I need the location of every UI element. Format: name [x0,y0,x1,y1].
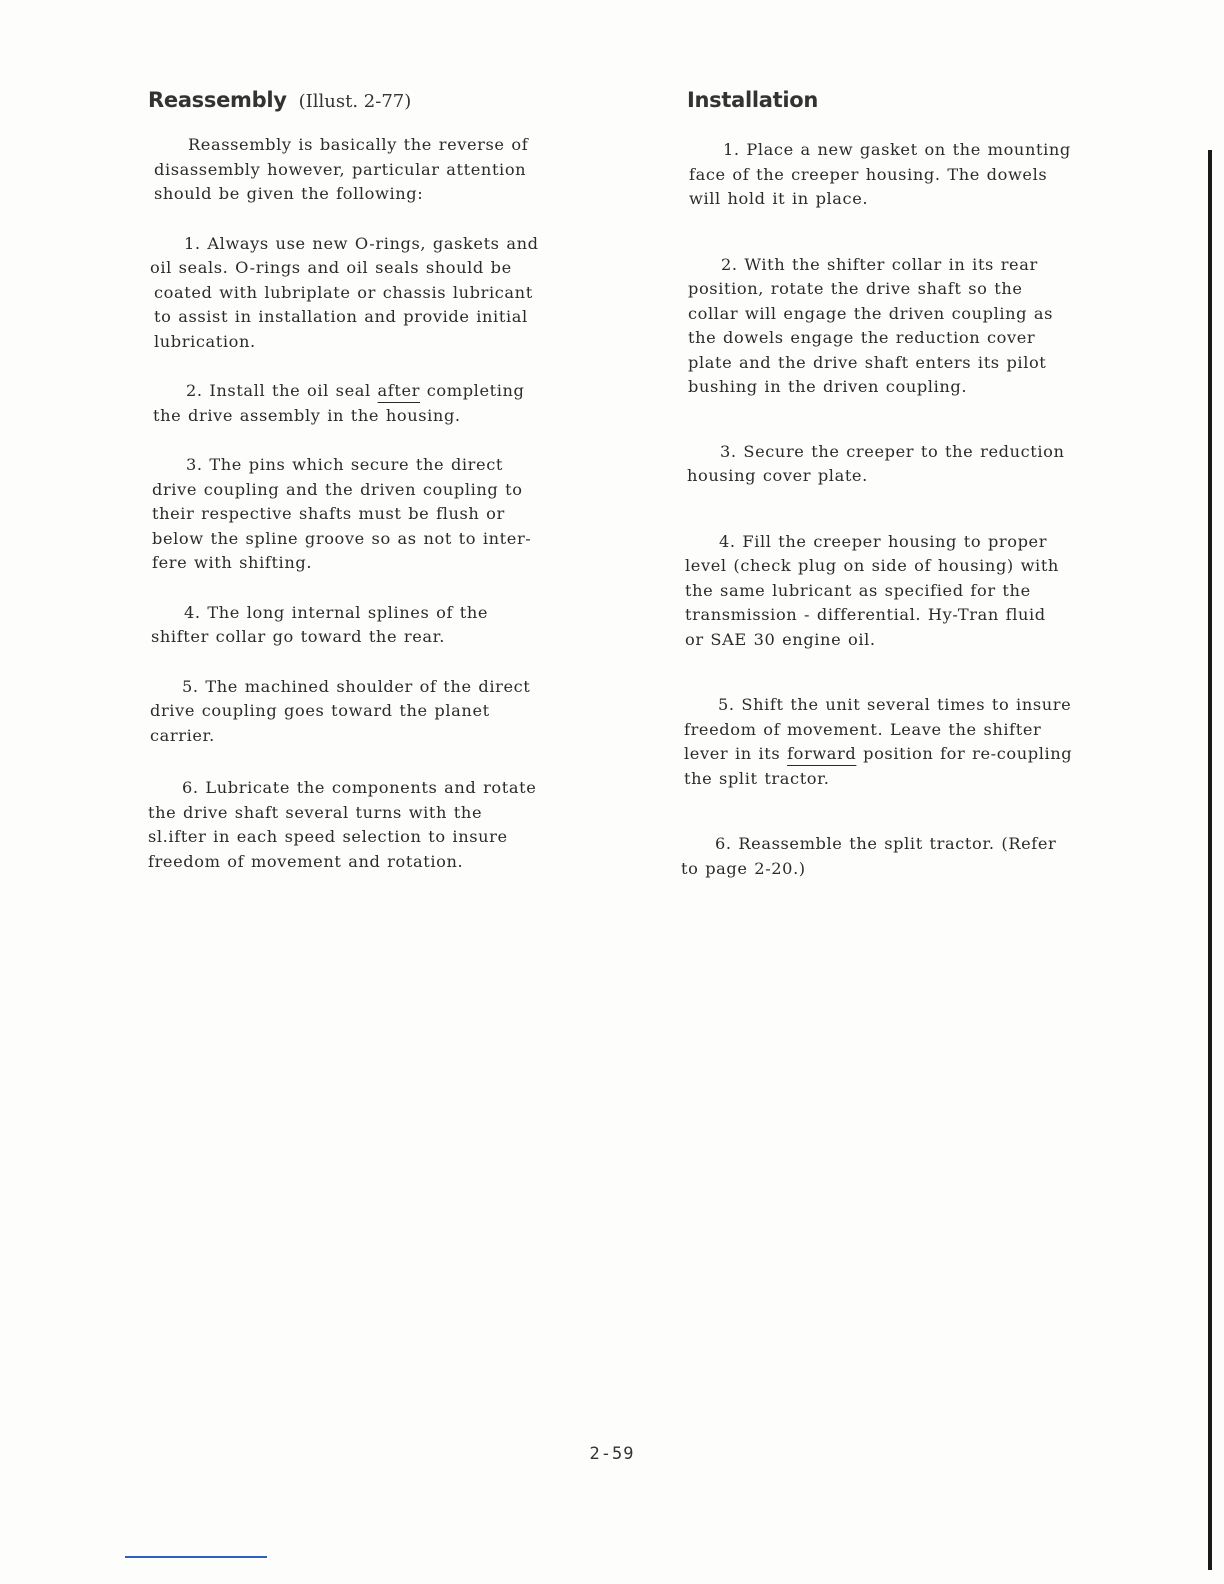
reassembly-section [148,88,626,874]
installation-step-3 [681,440,1161,489]
step-text: completing [420,381,525,400]
text-line [148,379,626,404]
reassembly-step-1 [148,232,626,355]
text-line: the split tractor. [684,768,830,788]
text-line: housing cover plate. [687,466,868,485]
step-text: lever in its [684,744,788,763]
text-line: fere with shifting. [152,553,313,572]
installation-step-5 [681,693,1161,791]
text-line: 4. The long internal splines of the [184,602,489,622]
text-line: freedom of movement and rotation. [148,851,464,871]
installation-step-6 [681,832,1161,881]
reassembly-heading [148,88,626,118]
text-line: will hold it in place. [689,189,869,208]
text-line: sl.ifter in each speed selection to insure [148,827,508,846]
text-line: 6. Lubricate the components and rotate [182,778,537,797]
text-line [681,742,1161,767]
text-line: bushing in the driven coupling. [688,377,968,396]
text-line: 5. The machined shoulder of the direct [182,676,531,696]
installation-heading [681,88,1161,118]
reassembly-step-5 [148,675,626,749]
text-line: 1. Place a new gasket on the mounting [723,140,1071,159]
reassembly-step-3 [148,453,626,576]
text-line: their respective shafts must be flush or [152,504,505,523]
text-line: freedom of movement. Leave the shifter [684,719,1042,739]
text-line: coated with lubriplate or chassis lubricant [154,282,533,302]
text-line: oil seals. O-rings and oil seals should be [150,258,512,277]
text-line: carrier. [150,725,215,745]
text-line: below the spline groove so as not to inter- [152,528,532,548]
text-line: 2. With the shifter collar in its rear [721,254,1038,274]
text-line: transmission - differential. Hy-Tran fluid [685,605,1046,624]
text-line: 4. Fill the creeper housing to proper [719,531,1048,551]
installation-title: Installation [687,88,819,112]
text-line: 5. Shift the unit several times to insure [718,695,1072,714]
emphasized-word: forward [787,744,857,763]
step-text: 2. Install the oil seal [186,381,378,400]
text-line: to assist in installation and provide initial [154,307,528,326]
text-line: the dowels engage the reduction cover [688,328,1036,347]
text-line: should be given the following: [154,184,424,203]
reassembly-step-6 [148,776,626,874]
text-line: 6. Reassemble the split tractor. (Refer [715,834,1057,853]
reassembly-title: Reassembly [148,88,287,112]
text-line: 3. Secure the creeper to the reduction [720,441,1065,461]
text-line: 3. The pins which secure the direct [186,455,503,474]
text-line: disassembly however, particular attention [154,159,527,179]
text-line: lubrication. [154,331,256,351]
text-line: the drive shaft several turns with the [148,802,483,822]
reassembly-step-2 [148,379,626,428]
text-line: 1. Always use new O-rings, gaskets and [184,233,539,253]
text-line: the drive assembly in the housing. [153,405,461,425]
text-line: drive coupling goes toward the planet [150,701,490,720]
installation-step-2 [681,253,1161,400]
scan-artifact-line [125,1556,267,1558]
text-line: Reassembly is basically the reverse of [188,135,529,154]
text-line: plate and the drive shaft enters its pilot [688,352,1047,372]
step-text: position for re-coupling [856,744,1073,763]
text-line: to page 2-20.) [681,858,806,878]
text-line: the same lubricant as specified for the [685,580,1031,600]
reassembly-intro [148,133,626,207]
reassembly-step-4 [148,601,626,650]
illustration-reference: (Illust. 2-77) [298,91,412,112]
installation-step-1 [681,138,1161,212]
installation-section [681,88,1161,881]
text-line: face of the creeper housing. The dowels [689,164,1048,184]
page-edge-shadow [1208,150,1212,1570]
text-line: level (check plug on side of housing) with [685,556,1059,575]
text-line: position, rotate the drive shaft so the [688,279,1023,298]
emphasized-word: after [377,381,421,400]
text-line: shifter collar go toward the rear. [151,627,445,646]
text-line: collar will engage the driven coupling as [688,303,1054,323]
text-line: or SAE 30 engine oil. [685,629,876,649]
installation-step-4 [681,530,1161,653]
page-number: 2-59 [589,1444,635,1464]
text-line: drive coupling and the driven coupling to [152,479,523,499]
